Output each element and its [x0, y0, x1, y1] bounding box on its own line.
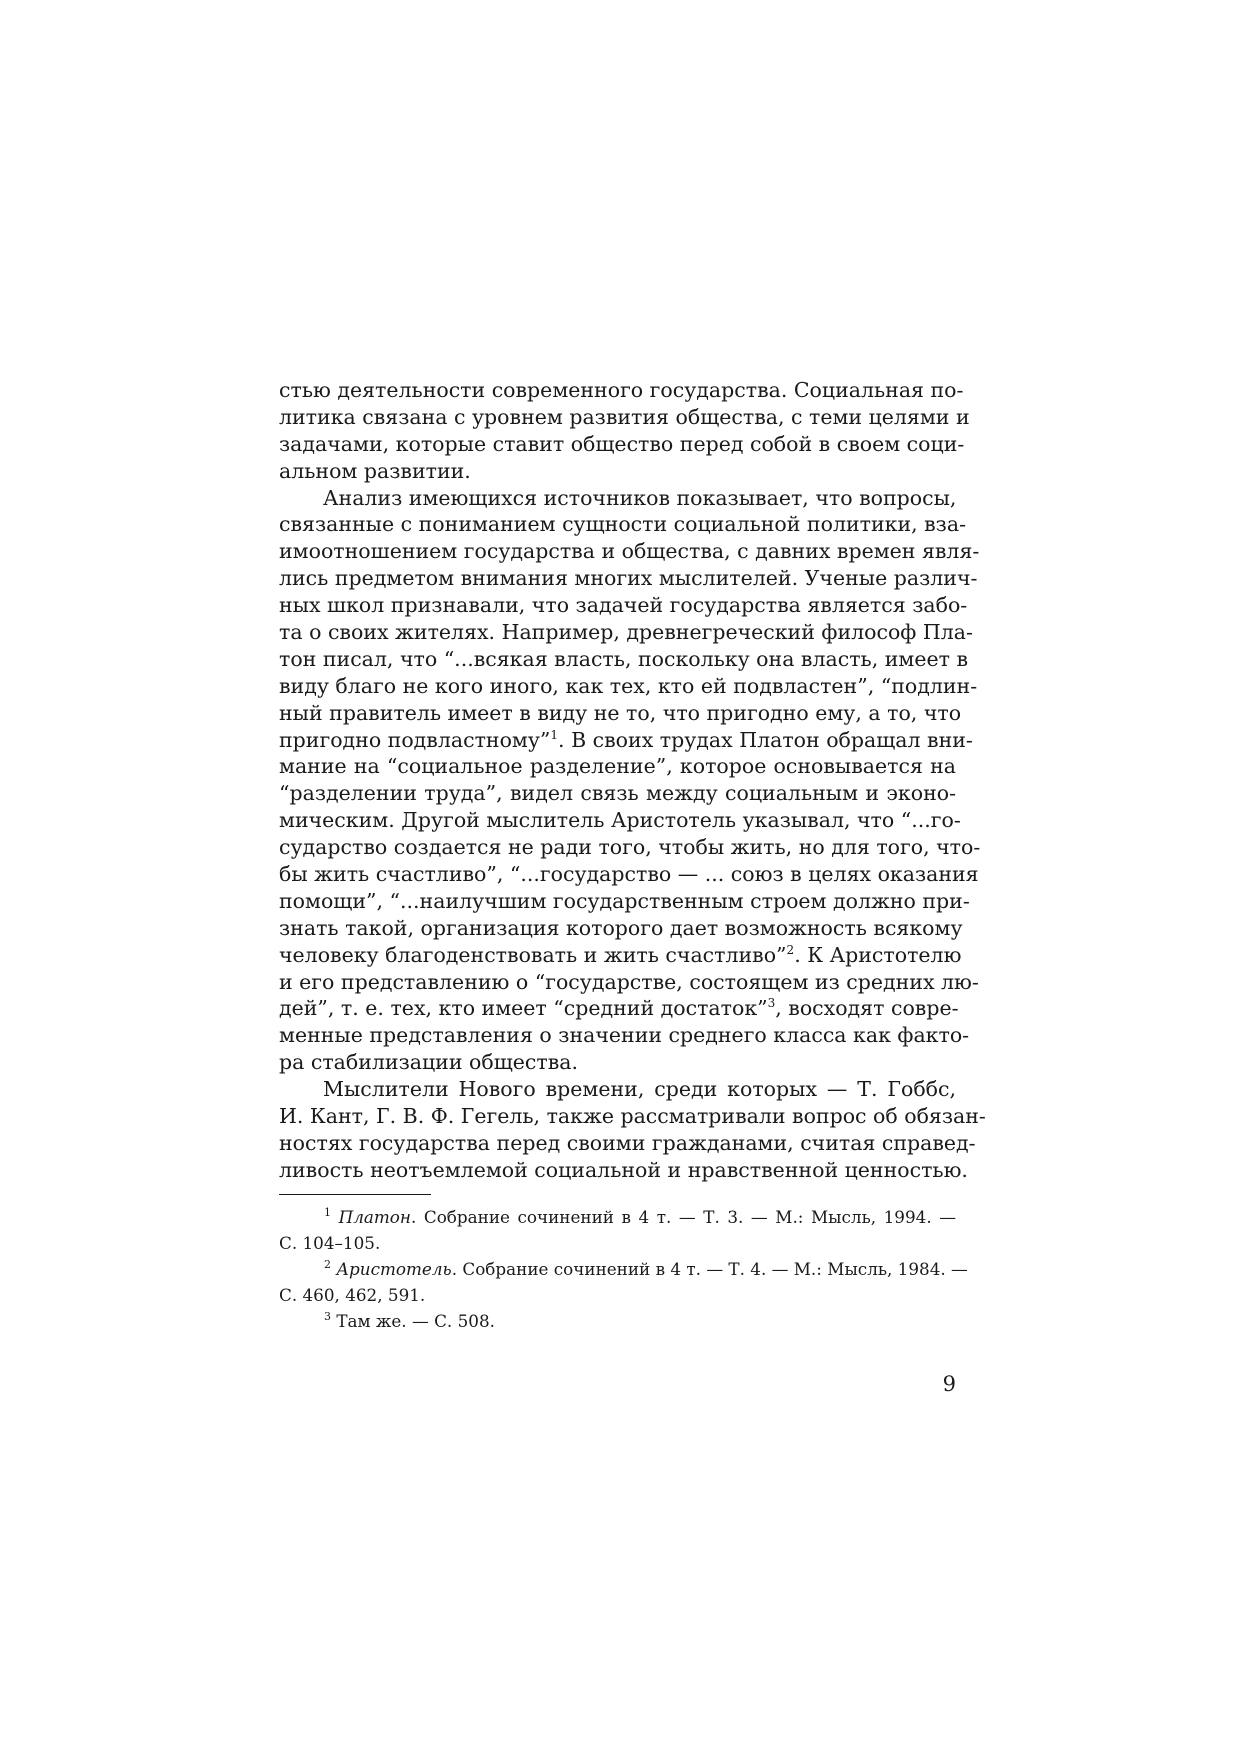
text-line: И. Кант, Г. В. Ф. Гегель, также рассматривали вопрос об обязан- — [279, 1104, 986, 1129]
text-line: знать такой, организация которого дает возможность всякому — [279, 915, 963, 940]
text-line: бы жить счастливо”, “...государство — ... союз в целях оказания — [279, 862, 979, 887]
footnote-divider — [279, 1194, 431, 1195]
footnote-number: 2 — [324, 1257, 331, 1271]
text-line: ра стабилизации общества. — [279, 1050, 579, 1075]
text-fragment: . К Аристотелю — [794, 942, 962, 967]
footnote-number: 3 — [324, 1309, 331, 1323]
footnote-ref-1[interactable]: 1 — [550, 727, 559, 742]
text-line: менные представления о значении среднего класса как факто- — [279, 1023, 970, 1048]
page-body — [279, 377, 986, 1334]
footnote-1 — [279, 1204, 956, 1230]
footnote-text: Там же. — С. 508. — [336, 1310, 495, 1331]
page-number: 9 — [942, 1372, 956, 1396]
text-line: ный правитель имеет в виду не то, что пригодно ему, а то, что — [279, 700, 962, 725]
text-line: литика связана с уровнем развития общества, с теми целями и — [279, 404, 970, 429]
footnote-author: Платон — [338, 1206, 411, 1227]
footnote-ref-2[interactable]: 2 — [786, 942, 795, 957]
footnote-text: . Собрание сочинений в 4 т. — Т. 3. — М.: Мысль, 1994. — — [410, 1206, 956, 1227]
footnotes — [279, 1204, 968, 1334]
text-line: “разделении труда”, видел связь между социальным и эконо- — [279, 781, 956, 806]
text-line: задачами, которые ставит общество перед собой в своем соци- — [279, 431, 965, 456]
text-line: ливость неотъемлемой социальной и нравственной ценностью. — [279, 1157, 968, 1182]
footnote-1-cont: С. 104–105. — [279, 1232, 381, 1253]
text-line: стью деятельности современного государства. Социальная по- — [279, 378, 964, 402]
text-line: лись предметом внимания многих мыслителей. Ученые различ- — [279, 566, 978, 591]
text-line: ностях государства перед своими гражданами, считая справед- — [279, 1130, 976, 1155]
text-fragment: пригодно подвластному” — [279, 727, 551, 752]
text-line: альном развитии. — [279, 458, 471, 483]
text-line: мическим. Другой мыслитель Аристотель указывал, что “...го- — [279, 808, 961, 833]
footnote-2 — [279, 1256, 968, 1282]
text-line: помощи”, “...наилучшим государственным строем должно при- — [279, 888, 970, 913]
footnote-2-cont: С. 460, 462, 591. — [279, 1284, 426, 1305]
footnote-author: Аристотель — [336, 1258, 452, 1279]
text-fragment: дей”, т. е. тех, кто имеет “средний достаток” — [279, 996, 768, 1021]
text-line: имоотношением государства и общества, с давних времен явля- — [279, 539, 980, 564]
text-line: и его представлению о “государстве, состоящем из средних лю- — [279, 969, 979, 994]
text-line: тон писал, что “...всякая власть, поскольку она власть, имеет в — [279, 646, 969, 671]
text-line: Мыслители Нового времени, среди которых — Т. Гоббс, — [323, 1077, 956, 1102]
text-line: мание на “социальное разделение”, которое основывается на — [279, 754, 956, 779]
text-line: Анализ имеющихся источников показывает, что вопросы, — [323, 485, 957, 510]
footnote-3 — [279, 1308, 956, 1334]
text-line — [279, 727, 973, 754]
text-line: та о своих жителях. Например, древнегреческий философ Пла- — [279, 620, 973, 645]
footnote-text: . Собрание сочинений в 4 т. — Т. 4. — М.: Мысль, 1984. — — [451, 1258, 968, 1279]
text-line: сударство создается не ради того, чтобы жить, но для того, что- — [279, 835, 981, 860]
text-line: связанные с пониманием сущности социальной политики, вза- — [279, 512, 967, 537]
text-fragment: . В своих трудах Платон обращал вни- — [558, 727, 973, 752]
text-fragment: человеку благоденствовать и жить счастливо” — [279, 942, 787, 967]
footnote-ref-3[interactable]: 3 — [767, 996, 776, 1011]
text-fragment: , восходят совре- — [775, 996, 959, 1021]
text-line: ных школ признавали, что задачей государства является забо- — [279, 593, 968, 618]
text-line — [279, 995, 959, 1022]
text-line: виду благо не кого иного, как тех, кто ей подвластен”, “подлин- — [279, 673, 978, 698]
footnote-number: 1 — [324, 1205, 331, 1219]
text-line — [279, 942, 962, 969]
